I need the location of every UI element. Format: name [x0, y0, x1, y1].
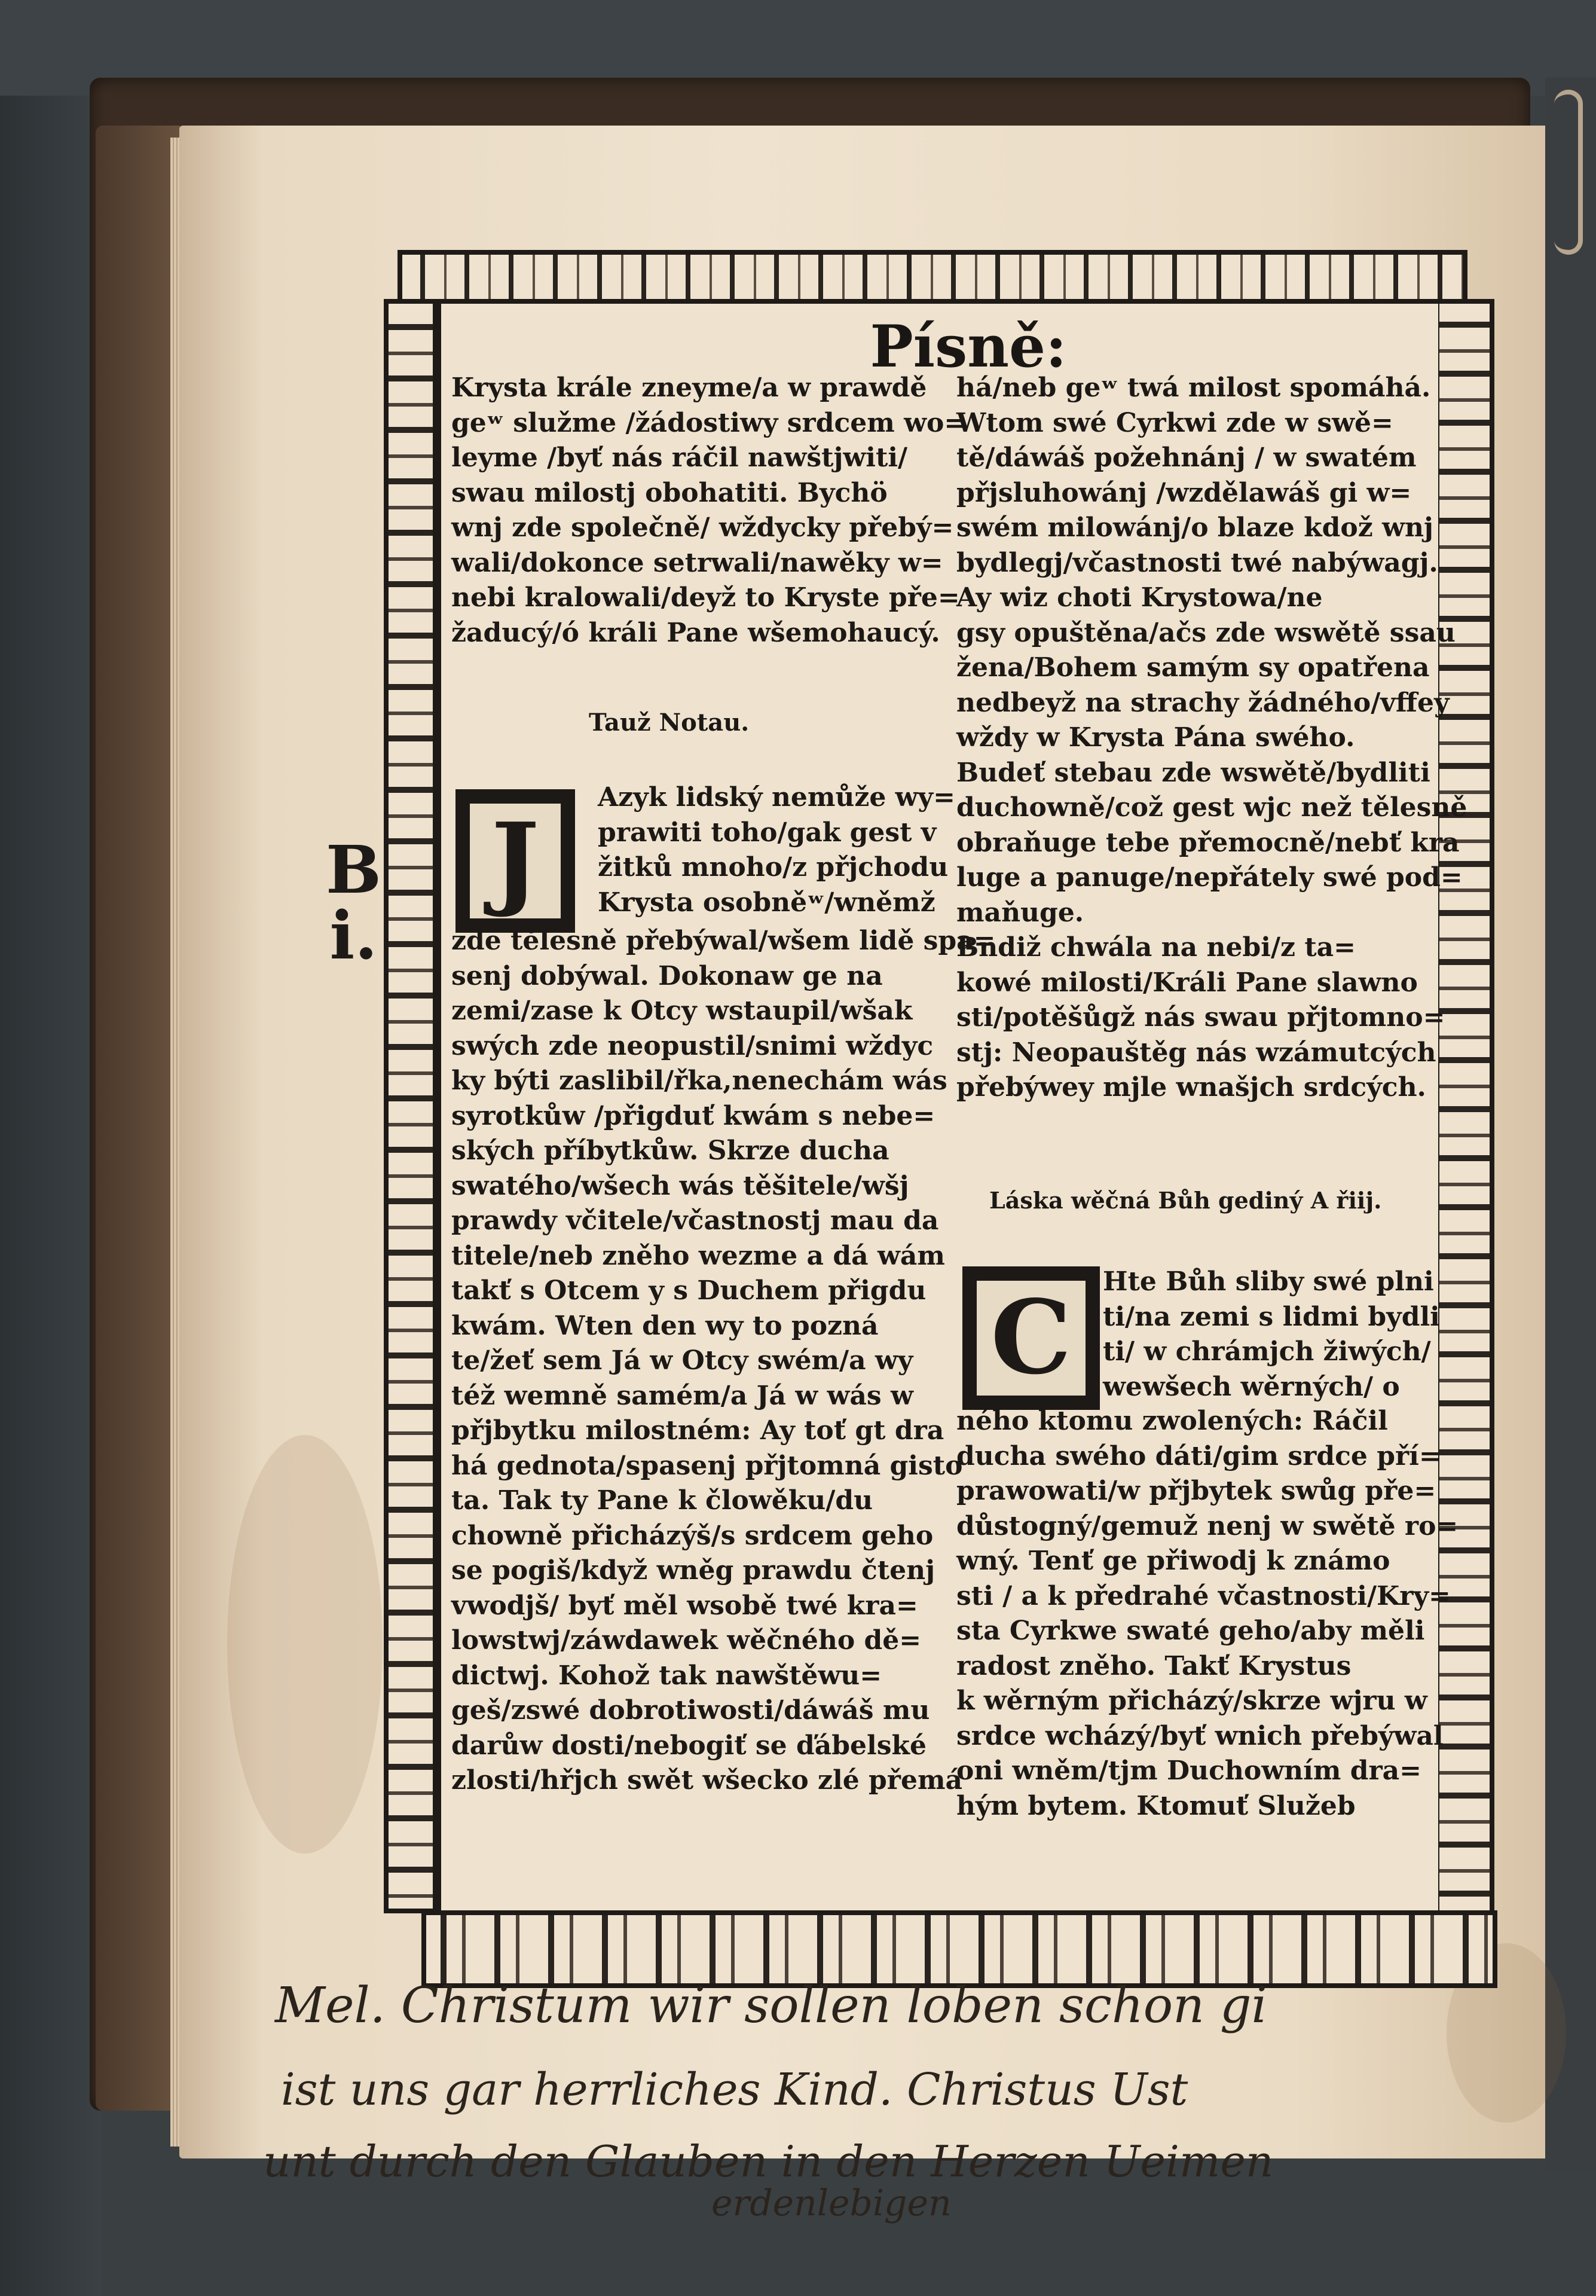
text-line: Wtom swé Cyrkwi zde w swě=	[956, 407, 1393, 438]
handwritten-note-line: ist uns gar herrliches Kind. Christus Ust	[281, 2064, 1188, 2115]
text-line: sti / a k předrahé včastnosti/Kry=	[956, 1580, 1451, 1611]
text-line: žaducý/ó králi Pane wšemohaucý.	[451, 617, 940, 648]
text-line: nebi kralowali/deyž to Kryste pře=	[451, 582, 960, 613]
handwritten-note-line: unt durch den Glauben in den Herzen Ueimen	[263, 2136, 1274, 2187]
text-line: přjsluhowánj /wzdělawáš gi w=	[956, 477, 1412, 508]
text-line: k wěrným přicházý/skrze wjru w	[956, 1686, 1427, 1716]
initial-letter: C	[977, 1281, 1086, 1396]
handwritten-note-line: erdenlebigen	[711, 2182, 952, 2224]
text-line: nedbeyž na strachy žádného/vffey	[956, 687, 1450, 718]
text-line: wždy w Krysta Pána swého.	[956, 722, 1355, 753]
page-stain	[227, 1435, 383, 1854]
text-line: syrotkůw /přigduť kwám s nebe=	[451, 1100, 935, 1131]
text-line: te/žeť sem Já w Otcy swém/a wy	[451, 1345, 913, 1376]
text-line: sta Cyrkwe swaté geho/aby měli	[956, 1616, 1425, 1646]
text-line: důstogný/gemuž nenj w swětě ro=	[956, 1510, 1459, 1541]
background-right	[1545, 78, 1596, 2170]
text-line: ducha swého dáti/gim srdce pří=	[956, 1440, 1441, 1471]
signature-mark	[326, 831, 381, 974]
text-line: stj: Neopauštěg nás wzámutcých	[956, 1037, 1436, 1068]
decorated-initial	[962, 1266, 1100, 1410]
right-column-initial-lines	[1103, 1265, 1440, 1405]
text-line: žena/Bohem samým sy opatřena	[956, 652, 1430, 683]
text-line: luge a panuge/nepřátely swé pod=	[956, 862, 1463, 893]
text-line: há/neb geʷ twá milost spomáhá.	[956, 373, 1431, 403]
text-line: Azyk lidský nemůže wy=	[598, 782, 955, 813]
background-left	[0, 0, 102, 2296]
initial-letter: J	[470, 804, 561, 918]
text-line: prawiti toho/gak gest v	[598, 817, 937, 848]
left-column-initial-lines	[598, 780, 955, 920]
left-column-paragraph-2	[451, 924, 996, 1799]
woodcut-border-top	[398, 250, 1467, 304]
text-line: se pogiš/když wněg prawdu čtenj	[451, 1555, 935, 1586]
text-line: swých zde neopustil/snimi wždyc	[451, 1030, 934, 1061]
text-line: prawowati/w přjbytek swůg pře=	[956, 1476, 1436, 1506]
text-line: zde tělesně přebýwal/wšem lidě spa=	[451, 926, 996, 956]
text-line: duchowně/což gest wjc než tělesně	[956, 792, 1467, 823]
text-line: gsy opuštěna/ačs zde wswětě ssau	[956, 617, 1456, 648]
text-line: titele/neb zněho wezme a dá wám	[451, 1240, 945, 1271]
text-line: ného ktomu zwolených: Ráčil	[956, 1406, 1388, 1436]
text-line: prawdy včitele/včastnostj mau da	[451, 1205, 939, 1236]
text-line: též wemně samém/a Já w wás w	[451, 1380, 913, 1411]
text-line: vwodjš/ byť měl wsobě twé kra=	[451, 1590, 918, 1621]
page-heading: Písně:	[870, 313, 1067, 380]
text-line: žitků mnoho/z přjchodu	[598, 852, 949, 883]
text-line: wewšech wěrných/ o	[1103, 1371, 1400, 1402]
signature-letter: B	[326, 831, 381, 908]
text-line: maňuge.	[956, 897, 1084, 928]
text-line: swém milowánj/o blaze kdož wnj	[956, 512, 1433, 543]
text-line: hým bytem. Ktomuť Služeb	[956, 1790, 1356, 1821]
text-line: ských příbytkůw. Skrze ducha	[451, 1135, 889, 1166]
right-column-paragraph-1	[956, 371, 1467, 1106]
left-column-paragraph-1	[451, 371, 966, 651]
hymn-tune-note: Láska wěčná Bůh gediný A řiij.	[989, 1187, 1382, 1214]
text-line: geʷ služme /žádostiwy srdcem wo=	[451, 407, 967, 438]
bookmark-cord	[1554, 90, 1583, 255]
text-line: radost zněho. Takť Krystus	[956, 1650, 1352, 1681]
text-line: wali/dokonce setrwali/nawěky w=	[451, 547, 943, 578]
text-line: Bndiž chwála na nebi/z ta=	[956, 932, 1356, 963]
text-line: přebýwey mjle wnašjch srdcých.	[956, 1072, 1426, 1103]
text-line: ta. Tak ty Pane k člowěku/du	[451, 1485, 873, 1516]
text-line: zemi/zase k Otcy wstaupil/wšak	[451, 996, 913, 1026]
text-line: wnj zde společně/ wždycky přebý=	[451, 512, 954, 543]
handwritten-note-line: Mel. Christum wir sollen loben schon gi	[275, 1977, 1267, 2034]
text-line: Hte Bůh sliby swé plni	[1103, 1266, 1434, 1297]
text-line: oni wněm/tjm Duchowním dra=	[956, 1755, 1422, 1786]
text-line: swau milostj obohatiti. Bychö	[451, 477, 888, 508]
text-line: darůw dosti/nebogiť se ďábelské	[451, 1730, 927, 1761]
text-line: takť s Otcem y s Duchem přigdu	[451, 1275, 927, 1306]
text-line: přjbytku milostném: Ay toť gt dra	[451, 1415, 944, 1446]
text-line: kwám. Wten den wy to pozná	[451, 1310, 879, 1341]
text-line: wný. Tenť ge přiwodj k známo	[956, 1546, 1390, 1576]
signature-number: i.	[329, 897, 378, 974]
text-line: ky býti zaslibil/řka,nenechám wás	[451, 1065, 947, 1096]
text-line: ti/ w chrámjch žiwých/	[1103, 1336, 1431, 1367]
text-line: sti/potěšůgž nás swau přjtomno=	[956, 1002, 1445, 1033]
right-column-paragraph-2	[956, 1404, 1458, 1824]
text-line: geš/zswé dobrotiwosti/dáwáš mu	[451, 1695, 930, 1726]
text-line: chowně přicházýš/s srdcem geho	[451, 1520, 934, 1551]
text-line: Budeť stebau zde wswětě/bydliti	[956, 757, 1430, 788]
text-line: lowstwj/záwdawek wěčného dě=	[451, 1625, 922, 1656]
text-line: Krysta krále zneyme/a w prawdě	[451, 373, 927, 403]
text-line: obraňuge tebe přemocně/nebť kra	[956, 827, 1460, 858]
decorated-initial	[455, 789, 575, 933]
text-line: há gednota/spasenj přjtomná gisto	[451, 1450, 963, 1481]
text-line: leyme /byť nás ráčil nawštjwiti/	[451, 442, 908, 473]
text-line: swatého/wšech wás těšitele/wšj	[451, 1170, 909, 1201]
text-line: zlosti/hřjch swět wšecko zlé přemá	[451, 1765, 963, 1796]
text-line: ti/na zemi s lidmi bydli	[1103, 1301, 1440, 1332]
text-line: senj dobýwal. Dokonaw ge na	[451, 960, 883, 991]
text-line: bydlegj/včastnosti twé nabýwagj.	[956, 547, 1438, 578]
text-line: tě/dáwáš požehnánj / w swatém	[956, 442, 1417, 473]
hymn-tune-note: Tauž Notau.	[589, 709, 750, 737]
text-line: kowé milosti/Králi Pane slawno	[956, 967, 1418, 998]
text-line: Krysta osobněʷ/wněmž	[598, 887, 935, 918]
text-line: dictwj. Kohož tak nawštěwu=	[451, 1660, 882, 1691]
woodcut-border-left	[384, 299, 438, 1913]
text-line: srdce wcházý/byť wnich přebýwal	[956, 1720, 1444, 1751]
text-line: Ay wiz choti Krystowa/ne	[956, 582, 1323, 613]
